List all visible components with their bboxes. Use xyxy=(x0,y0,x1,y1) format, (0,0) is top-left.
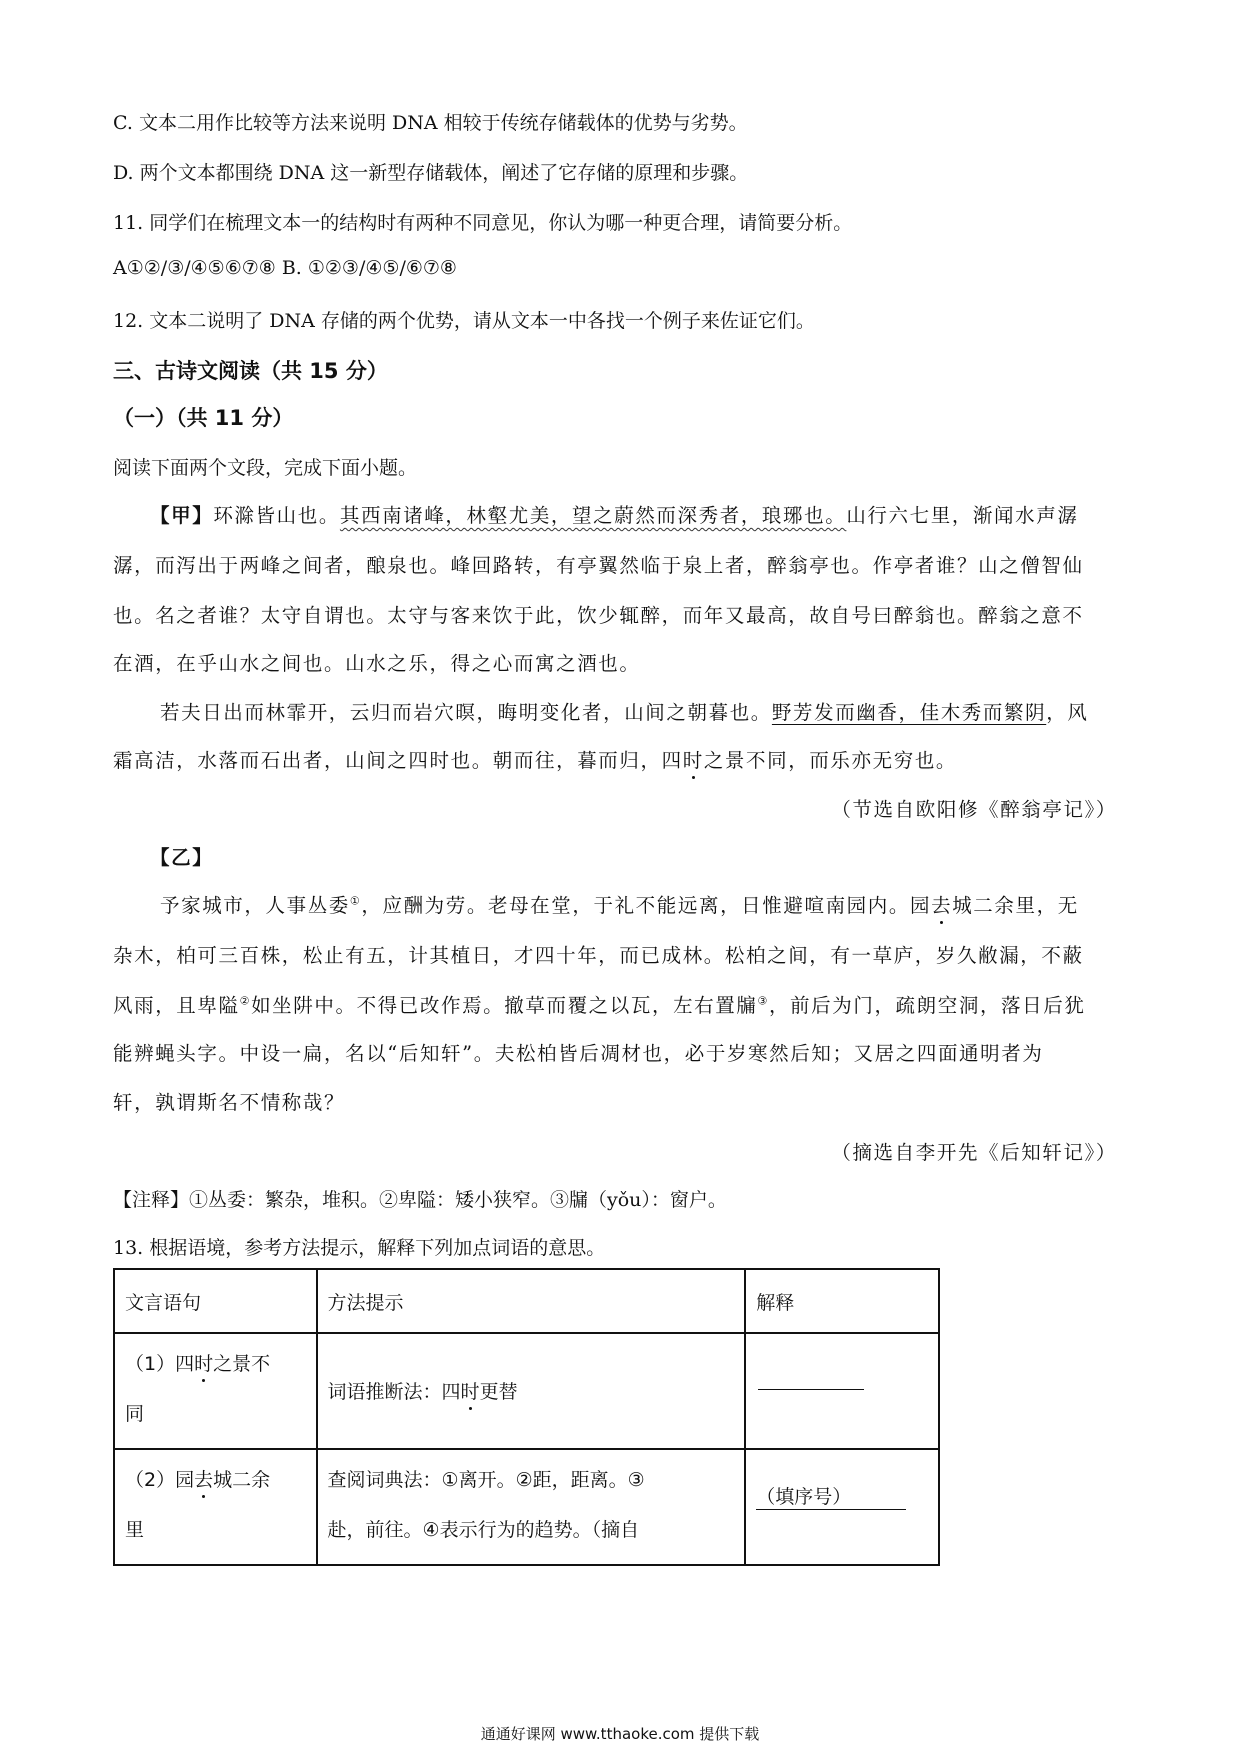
cell-text: 查阅词典法：①离开。②距，距离。③ xyxy=(327,1469,645,1491)
dotted-word: 时 xyxy=(460,1381,480,1403)
passage-yi-line: 杂木，柏可三百株，松止有五，计其植日，才四十年，而已成林。松柏之间，有一草庐，岁久敝漏，不蔽 xyxy=(113,944,1084,967)
table-header-cell: 解释 xyxy=(745,1269,939,1333)
table-header-cell: 方法提示 xyxy=(317,1269,746,1333)
passage-yi-line xyxy=(113,990,1085,1018)
passage-text: 山行六七里，渐闻水声潺 xyxy=(846,504,1079,527)
passage-text: 城二余里，无 xyxy=(952,894,1079,917)
footnote-marker: ② xyxy=(239,994,252,1008)
table-header-row xyxy=(114,1269,939,1333)
table-row xyxy=(114,1333,939,1449)
passage-text: 风雨，且卑隘 xyxy=(113,994,240,1017)
passage-jia-line xyxy=(160,697,1088,725)
passage-yi-line xyxy=(160,890,1079,918)
passage-jia-source: （节选自欧阳修《醉翁亭记》） xyxy=(831,798,1117,821)
cell-text: （2）园 xyxy=(125,1469,195,1491)
passage-text: 之景不同，而乐亦无穷也。 xyxy=(703,749,958,772)
passage-yi-line: 轩，孰谓斯名不情称哉？ xyxy=(113,1091,346,1114)
cell-text: 之景不 xyxy=(213,1353,271,1375)
cell-text: 词语推断法：四 xyxy=(327,1381,461,1403)
cell-text: 同 xyxy=(125,1403,145,1425)
passage-jia-line xyxy=(150,500,1078,528)
question-11-choices: A①②/③/④⑤⑥⑦⑧ B. ①②③/④⑤/⑥⑦⑧ xyxy=(113,257,457,279)
table-header-cell: 文言语句 xyxy=(114,1269,317,1333)
footnote-marker: ③ xyxy=(757,994,769,1008)
option-d: D. 两个文本都围绕 DNA 这一新型存储载体，阐述了它存储的原理和步骤。 xyxy=(113,162,749,184)
subsection-heading: （一）（共 11 分） xyxy=(113,406,294,430)
question-13-table xyxy=(113,1268,940,1566)
cell-text: （1）四 xyxy=(125,1353,195,1375)
table-cell-sentence xyxy=(114,1449,317,1565)
dotted-word: 时 xyxy=(194,1353,214,1375)
answer-blank-hint[interactable]: （填序号） xyxy=(756,1482,906,1510)
option-c: C. 文本二用作比较等方法来说明 DNA 相较于传统存储载体的优势与劣势。 xyxy=(113,112,748,134)
passage-text: 霜高洁，水落而石出者，山间之四时也。朝而往，暮而归，四 xyxy=(113,749,683,772)
annotation-notes: 【注释】①丛委：繁杂，堆积。②卑隘：矮小狭窄。③牖（yǒu）：窗户。 xyxy=(113,1189,727,1211)
cell-text: 赴，前往。④表示行为的趋势。（摘自 xyxy=(327,1519,640,1541)
passage-jia-line: 潺，而泻出于两峰之间者，酿泉也。峰回路转，有亭翼然临于泉上者，醉翁亭也。作亭者谁？山之僧智仙 xyxy=(113,554,1084,577)
passage-text: ，风 xyxy=(1046,701,1089,724)
cell-text: 里 xyxy=(125,1519,145,1541)
table-cell-sentence xyxy=(114,1333,317,1449)
passage-text: ，前后为门，疏朗空洞，落日后犹 xyxy=(768,994,1086,1017)
cell-text: 更替 xyxy=(479,1381,518,1403)
question-11-prompt: 11. 同学们在梳理文本一的结构时有两种不同意见，你认为哪一种更合理，请简要分析。 xyxy=(113,212,853,234)
table-cell-answer xyxy=(745,1333,939,1449)
page-footer: 通通好课网 www.tthaoke.com 提供下载 xyxy=(480,1725,760,1743)
passage-text: 如坐阱中。不得已改作焉。撤草而覆之以瓦，左右置牖 xyxy=(251,994,758,1017)
question-13-prompt: 13. 根据语境，参考方法提示，解释下列加点词语的意思。 xyxy=(113,1237,606,1259)
table-row xyxy=(114,1449,939,1565)
dotted-word: 去 xyxy=(194,1469,214,1491)
passage-yi-source: （摘选自李开先《后知轩记》） xyxy=(831,1141,1117,1164)
table-cell-method xyxy=(317,1333,746,1449)
dotted-word: 时 xyxy=(682,749,704,772)
passage-jia-line: 也。名之者谁？太守自谓也。太守与客来饮于此，饮少辄醉，而年又最高，故自号曰醉翁也。醉翁之意不 xyxy=(113,604,1084,627)
passage-jia-line: 在酒，在乎山水之间也。山水之乐，得之心而寓之酒也。 xyxy=(113,652,641,675)
answer-blank[interactable] xyxy=(758,1388,864,1390)
dotted-word: 去 xyxy=(931,894,953,917)
underlined-sentence: 野芳发而幽香，佳木秀而繁阴 xyxy=(771,701,1047,724)
passage-jia-tag: 【甲】 xyxy=(150,504,214,527)
cell-text: 城二余 xyxy=(213,1469,271,1491)
wavy-underlined-sentence: 其西南诸峰，林壑尤美，望之蔚然而深秀者，琅琊也。 xyxy=(339,504,847,527)
section-heading: 三、古诗文阅读（共 15 分） xyxy=(113,359,388,383)
question-12-prompt: 12. 文本二说明了 DNA 存储的两个优势，请从文本一中各找一个例子来佐证它们。 xyxy=(113,310,815,332)
passage-text: 环滁皆山也。 xyxy=(213,504,340,527)
footnote-marker: ① xyxy=(349,894,362,908)
table-cell-answer xyxy=(745,1449,939,1565)
passage-yi-line: 能辨蝇头字。中设一扁，名以“后知轩”。夫松柏皆后凋材也，必于岁寒然后知；又居之四面通明者为 xyxy=(113,1042,1044,1065)
passage-text: 若夫日出而林霏开，云归而岩穴暝，晦明变化者，山间之朝暮也。 xyxy=(160,701,772,724)
passage-jia-line xyxy=(113,745,957,773)
passage-text: ，应酬为劳。老母在堂，于礼不能远离，日惟避喧南园内。园 xyxy=(361,894,932,917)
reading-instruction: 阅读下面两个文段，完成下面小题。 xyxy=(113,457,418,479)
passage-text: 予家城市，人事丛委 xyxy=(160,894,350,917)
table-cell-method xyxy=(317,1449,746,1565)
passage-yi-tag: 【乙】 xyxy=(150,846,214,869)
